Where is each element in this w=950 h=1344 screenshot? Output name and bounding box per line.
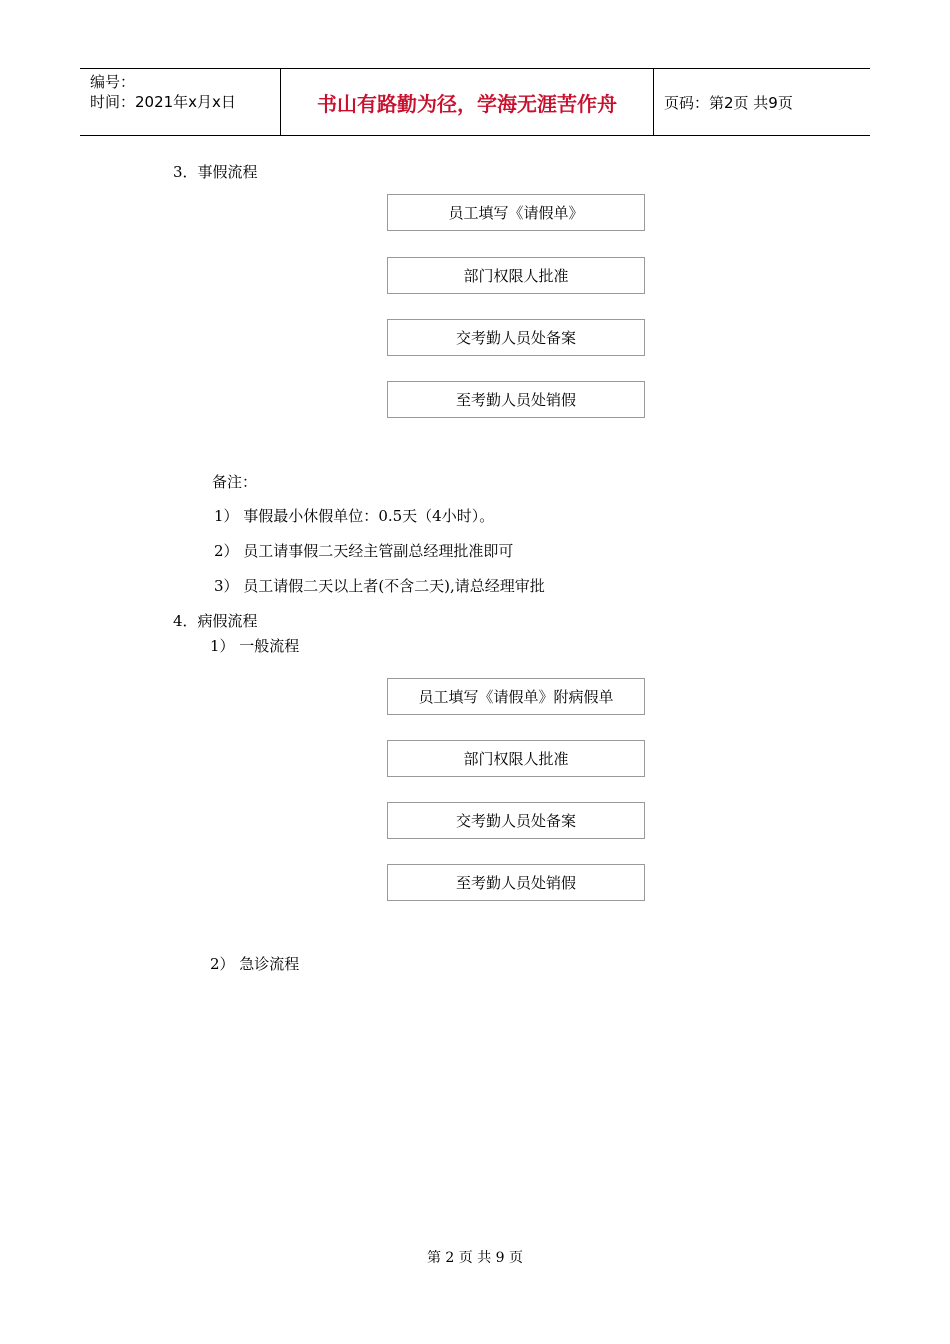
section4-heading: 4．病假流程 bbox=[173, 612, 258, 630]
note-item: 3） 员工请假二天以上者(不含二天),请总经理审批 bbox=[214, 577, 545, 595]
flow-step-fill-form: 员工填写《请假单》 bbox=[387, 194, 645, 231]
header-motto: 书山有路勤为径，学海无涯苦作舟 bbox=[281, 69, 654, 135]
flow-step-dept-approval: 部门权限人批准 bbox=[387, 257, 645, 294]
flow-step-cancel-leave: 至考勤人员处销假 bbox=[387, 864, 645, 901]
header-page-label: 页码：第2页 共9页 bbox=[664, 93, 793, 112]
page-header bbox=[80, 68, 870, 136]
time-label: 时间：2021年x月x日 bbox=[90, 93, 236, 111]
emergency-process-heading: 2） 急诊流程 bbox=[210, 955, 300, 973]
flow-step-dept-approval: 部门权限人批准 bbox=[387, 740, 645, 777]
number-label: 编号： bbox=[90, 73, 136, 91]
page-footer: 第 2 页 共 9 页 bbox=[426, 1250, 524, 1266]
flow-step-file-record: 交考勤人员处备案 bbox=[387, 802, 645, 839]
flow-step-cancel-leave: 至考勤人员处销假 bbox=[387, 381, 645, 418]
flow-step-file-record: 交考勤人员处备案 bbox=[387, 319, 645, 356]
header-left-cell bbox=[80, 69, 281, 135]
notes-label: 备注： bbox=[212, 473, 258, 491]
note-item: 2） 员工请事假二天经主管副总经理批准即可 bbox=[214, 542, 514, 560]
note-item: 1） 事假最小休假单位：0.5天（4小时）。 bbox=[214, 507, 495, 525]
section3-heading: 3．事假流程 bbox=[173, 163, 258, 181]
flow-step-fill-form-sick: 员工填写《请假单》附病假单 bbox=[387, 678, 645, 715]
general-process-heading: 1） 一般流程 bbox=[210, 637, 300, 655]
